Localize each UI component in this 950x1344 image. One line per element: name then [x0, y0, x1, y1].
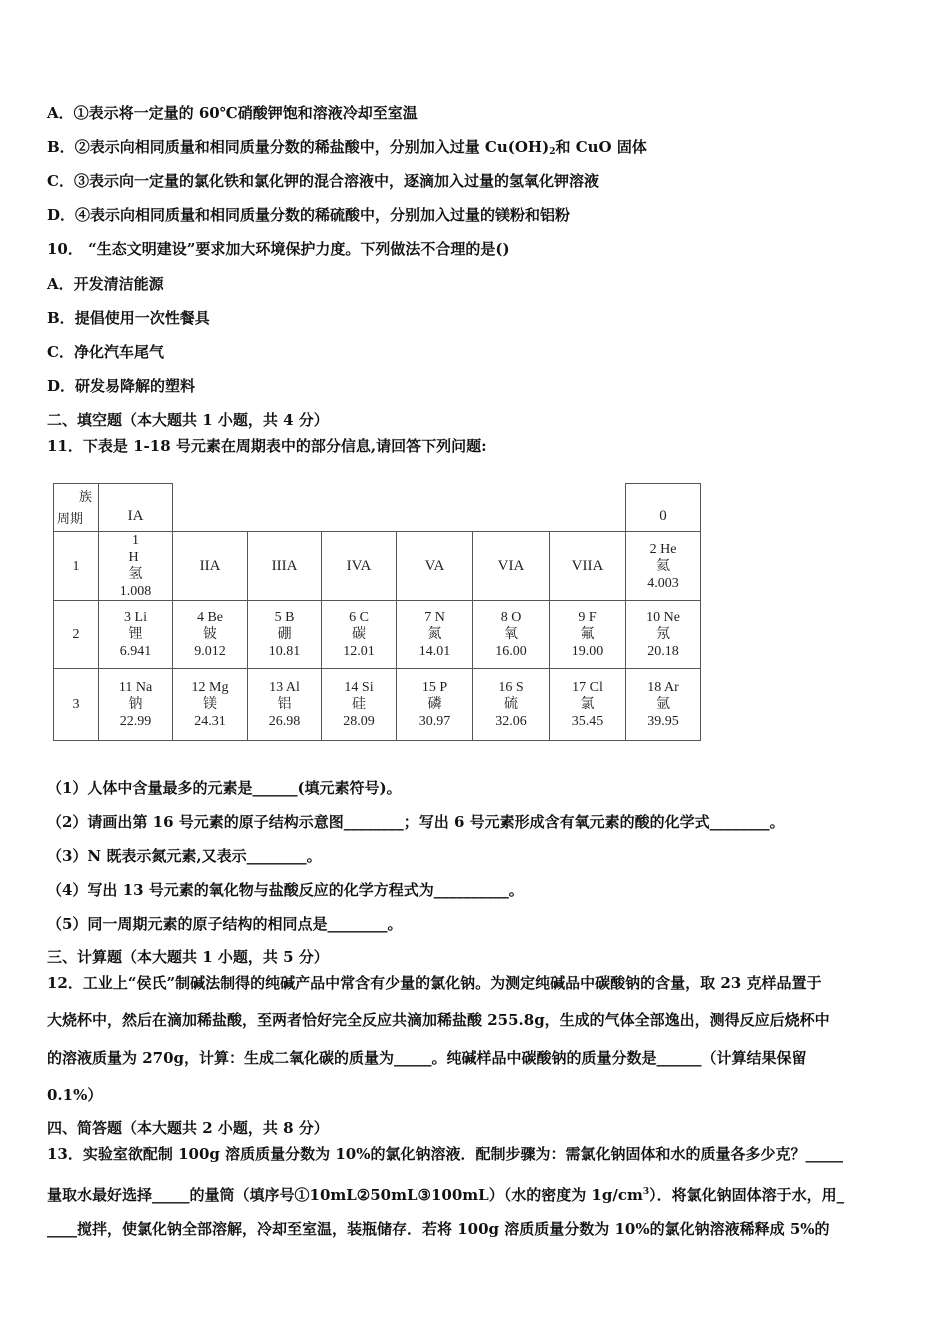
period-label: 3 — [54, 669, 99, 741]
element-cell: 18 Ar 氩 39.95 — [626, 669, 701, 741]
q11-stem: 11．下表是 1-18 号元素在周期表中的部分信息,请回答下列问题: — [47, 437, 487, 455]
group-header-va: VA — [397, 532, 473, 601]
element-cell: 17 Cl 氯 35.45 — [550, 669, 626, 741]
period-label: 1 — [54, 532, 99, 601]
q9-option-b: B．②表示向相同质量和相同质量分数的稀盐酸中，分别加入过量 $Cu(OH)_2$和 CuO 固体 — [47, 138, 647, 157]
periodic-table — [53, 483, 701, 741]
group-header-via: VIA — [473, 532, 550, 601]
group-header-iiia: IIIA — [248, 532, 322, 601]
element-cell: 5 B 硼 10.81 — [248, 601, 322, 669]
q10-stem: 10． “生态文明建设”要求加大环境保护力度。下列做法不合理的是() — [47, 240, 510, 258]
q9-option-a: A．①表示将一定量的 60℃硝酸钾饱和溶液冷却至室温 — [47, 104, 418, 122]
element-cell-h: 1 H 氢 1.008 — [99, 532, 173, 601]
q12-line-1: 12．工业上“侯氏”制碱法制得的纯碱产品中常含有少量的氯化钠。为测定纯碱品中碳酸钠的含量，取 23 克样品置于 — [47, 974, 822, 992]
q10-option-a: A．开发清洁能源 — [47, 275, 164, 293]
table-row-period-3 — [54, 669, 701, 741]
element-cell: 3 Li 锂 6.941 — [99, 601, 173, 669]
element-cell: 7 N 氮 14.01 — [397, 601, 473, 669]
group-header-0: 0 — [626, 484, 701, 532]
element-cell: 11 Na 钠 22.99 — [99, 669, 173, 741]
q13-line-3: ____搅拌，使氯化钠全部溶解，冷却至室温，装瓶储存．若将 100g 溶质质量分数为 10%的氯化钠溶液稀释成 5%的 — [47, 1220, 830, 1238]
q12-line-2: 大烧杯中，然后在滴加稀盐酸，至两者恰好完全反应共滴加稀盐酸 255.8g，生成的气体全部逸出，测得反应后烧杯中 — [47, 1011, 830, 1029]
element-cell: 6 C 碳 12.01 — [322, 601, 397, 669]
element-cell: 10 Ne 氖 20.18 — [626, 601, 701, 669]
q12-line-4: 0.1%） — [47, 1086, 103, 1104]
section-4-title: 四、简答题（本大题共 2 小题，共 8 分） — [47, 1119, 329, 1137]
q11-sub-4: （4）写出 13 号元素的氧化物与盐酸反应的化学方程式为__________。 — [47, 881, 524, 899]
table-corner-header: 族 周期 — [54, 484, 99, 532]
section-3-title: 三、计算题（本大题共 1 小题，共 5 分） — [47, 948, 329, 966]
q10-option-b: B．提倡使用一次性餐具 — [47, 309, 210, 327]
q13-line-2: 量取水最好选择_____的量筒（填序号①10mL②50mL③100mL）（水的密度为 $1g/cm^3$）．将氯化钠固体溶于水，用_ — [47, 1186, 845, 1204]
element-cell: 15 P 磷 30.97 — [397, 669, 473, 741]
q13-line-1: 13．实验室欲配制 100g 溶质质量分数为 10%的氯化钠溶液．配制步骤为：需氯化钠固体和水的质量各多少克？_____ — [47, 1145, 843, 1163]
q10-option-c: C．净化汽车尾气 — [47, 343, 164, 361]
element-cell: 16 S 硫 32.06 — [473, 669, 550, 741]
element-cell: 4 Be 铍 9.012 — [173, 601, 248, 669]
element-cell: 9 F 氟 19.00 — [550, 601, 626, 669]
group-header-iva: IVA — [322, 532, 397, 601]
element-cell: 13 Al 铝 26.98 — [248, 669, 322, 741]
element-cell: 14 Si 硅 28.09 — [322, 669, 397, 741]
element-cell: 8 O 氧 16.00 — [473, 601, 550, 669]
period-label: 2 — [54, 601, 99, 669]
group-header-viia: VIIA — [550, 532, 626, 601]
table-row-period-1 — [54, 532, 701, 601]
group-header-iia: IIA — [173, 532, 248, 601]
element-cell: 12 Mg 镁 24.31 — [173, 669, 248, 741]
q12-line-3: 的溶液质量为 270g，计算：生成二氧化碳的质量为_____。纯碱样品中碳酸钠的质量分数是______（计算结果保留 — [47, 1049, 807, 1067]
q11-sub-5: （5）同一周期元素的原子结构的相同点是________。 — [47, 915, 403, 933]
section-2-title: 二、填空题（本大题共 1 小题，共 4 分） — [47, 411, 329, 429]
q11-sub-3: （3）N 既表示氮元素,又表示________。 — [47, 847, 322, 865]
table-row-period-2 — [54, 601, 701, 669]
q11-sub-2: （2）请画出第 16 号元素的原子结构示意图________；写出 6 号元素形成含有氧元素的酸的化学式________。 — [47, 813, 785, 831]
q11-sub-1: （1）人体中含量最多的元素是______(填元素符号)。 — [47, 779, 402, 797]
element-cell-he: 2 He 氦 4.003 — [626, 532, 701, 601]
group-header-ia: IA — [99, 484, 173, 532]
q10-option-d: D．研发易降解的塑料 — [47, 377, 196, 395]
q9-option-d: D．④表示向相同质量和相同质量分数的稀硫酸中，分别加入过量的镁粉和铝粉 — [47, 206, 571, 224]
q9-option-c: C．③表示向一定量的氯化铁和氯化钾的混合溶液中，逐滴加入过量的氢氧化钾溶液 — [47, 172, 599, 190]
